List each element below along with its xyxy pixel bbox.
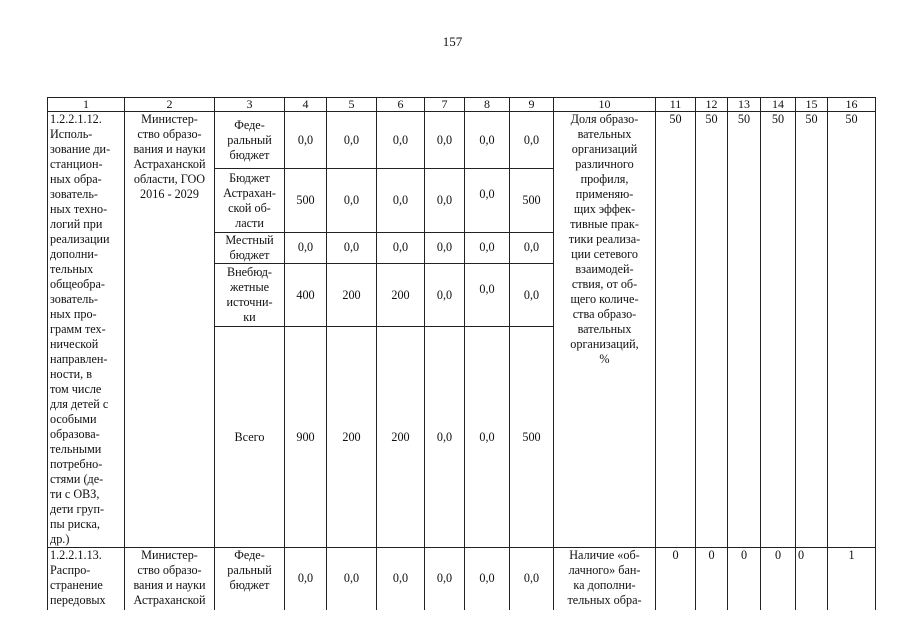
value-cell: 0,0 [425,548,465,610]
value-cell: 0,0 [327,169,377,232]
header-cell: 5 [327,98,377,112]
value-cell: 0,0 [465,112,510,169]
value-cell: 200 [377,264,425,327]
header-cell: 11 [656,98,696,112]
executor-cell: Министер- ство образо- вания и науки Астраханской области, ГОО 2016 - 2029 [125,112,215,548]
header-cell: 2 [125,98,215,112]
value-cell: 0,0 [510,264,554,327]
page-number: 157 [442,34,463,49]
indicator-cell: Наличие «об- лачного» бан- ка дополни- тельных обра- [554,548,656,610]
value-cell: 0,0 [465,169,510,232]
value-cell: 0,0 [285,548,327,610]
value-cell: 0,0 [377,232,425,263]
value-cell: 0,0 [377,169,425,232]
value-cell: 200 [327,327,377,548]
value-cell: 0,0 [465,232,510,263]
target-cell: 50 [828,112,876,548]
value-cell: 0,0 [425,327,465,548]
value-cell: 0,0 [327,548,377,610]
header-cell: 9 [510,98,554,112]
target-cell: 0 [728,548,761,610]
table-row [48,548,876,610]
value-cell: 0,0 [425,264,465,327]
target-cell: 1 [828,548,876,610]
header-cell: 6 [377,98,425,112]
target-cell: 50 [761,112,796,548]
value-cell: 0,0 [465,264,510,327]
source-cell: Внебюд- жетные источни- ки [215,264,285,327]
value-cell: 500 [510,327,554,548]
value-cell: 0,0 [465,548,510,610]
executor-cell: Министер- ство образо- вания и науки Астраханской [125,548,215,610]
target-cell: 50 [796,112,828,548]
header-cell: 10 [554,98,656,112]
value-cell: 0,0 [425,112,465,169]
header-cell: 16 [828,98,876,112]
source-cell: Бюджет Астрахан- ской об- ласти [215,169,285,232]
value-cell: 900 [285,327,327,548]
source-cell: Местный бюджет [215,232,285,263]
value-cell: 500 [510,169,554,232]
header-cell: 12 [696,98,728,112]
target-cell: 50 [656,112,696,548]
target-cell: 0 [696,548,728,610]
value-cell: 0,0 [425,169,465,232]
target-cell: 0 [656,548,696,610]
header-cell: 4 [285,98,327,112]
value-cell: 200 [377,327,425,548]
value-cell: 200 [327,264,377,327]
table-row [48,112,876,169]
value-cell: 0,0 [425,232,465,263]
value-cell: 0,0 [510,112,554,169]
source-cell: Всего [215,327,285,548]
activity-code-cell: 1.2.2.1.12. Исполь- зование ди- станцион- ных обра- зователь- ных техно- логий при реализации дополни- тельных общеобра- зователь- ных про- грамм тех- нической направлен- ности, в том числе для детей с особыми образова- тельными потребно- стями (де- ти с ОВЗ, дети груп- пы риска, др.) [48,112,125,548]
value-cell: 0,0 [510,548,554,610]
header-cell: 3 [215,98,285,112]
target-cell: 0 [796,548,828,610]
activity-code-cell: 1.2.2.1.13. Распро- странение передовых [48,548,125,610]
value-cell: 0,0 [327,112,377,169]
header-cell: 13 [728,98,761,112]
value-cell: 0,0 [377,548,425,610]
header-cell: 14 [761,98,796,112]
source-cell: Феде- ральный бюджет [215,112,285,169]
value-cell: 400 [285,264,327,327]
value-cell: 0,0 [285,112,327,169]
budget-table [47,97,876,610]
value-cell: 500 [285,169,327,232]
header-cell: 15 [796,98,828,112]
header-cell: 1 [48,98,125,112]
value-cell: 0,0 [465,327,510,548]
target-cell: 0 [761,548,796,610]
indicator-cell: Доля образо- вательных организаций различного профиля, применяю- щих эффек- тивные прак- тики реализа- ции сетевого взаимодей- ствия, от об- щего количе- ства образо- вательных организаций, % [554,112,656,548]
target-cell: 50 [728,112,761,548]
header-row [48,98,876,112]
header-cell: 8 [465,98,510,112]
value-cell: 0,0 [327,232,377,263]
value-cell: 0,0 [285,232,327,263]
source-cell: Феде- ральный бюджет [215,548,285,610]
value-cell: 0,0 [377,112,425,169]
value-cell: 0,0 [510,232,554,263]
target-cell: 50 [696,112,728,548]
header-cell: 7 [425,98,465,112]
